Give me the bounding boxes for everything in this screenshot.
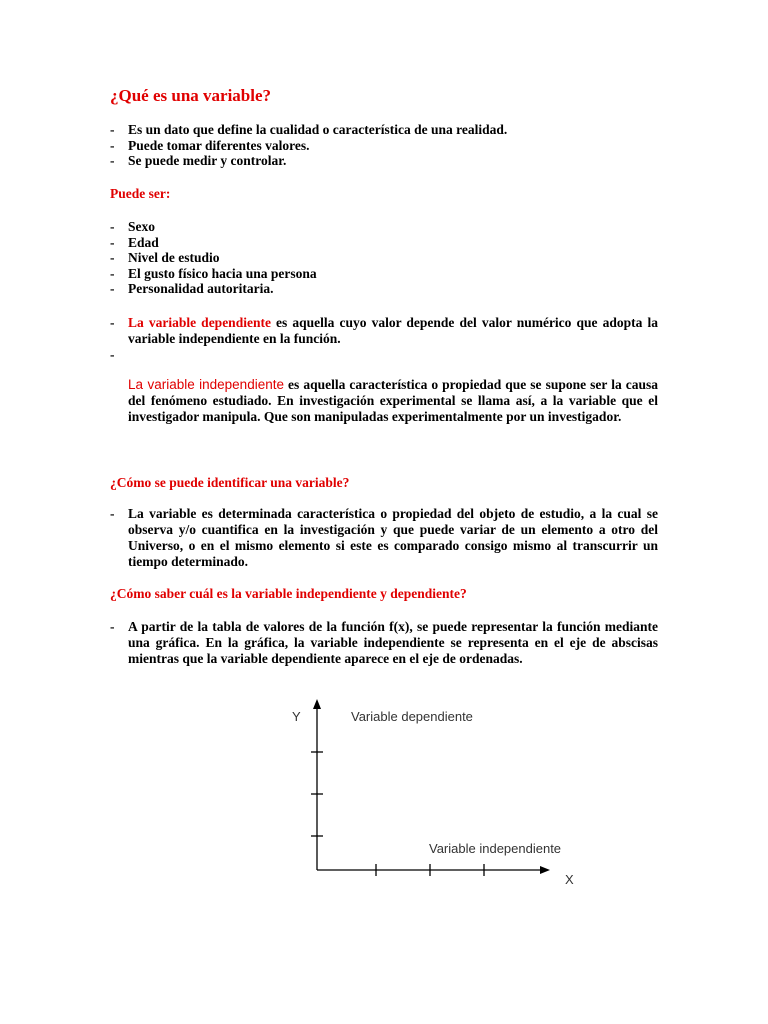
section-title-saber-cual: ¿Cómo saber cuál es la variable independiente y dependiente? <box>110 586 467 601</box>
bullet-dash: - <box>110 619 115 634</box>
identify-paragraph: La variable es determinada característica o propiedad del objeto de estudio, a la cual se observa y/o cuantifica en la investigación y que puede variar de un elemento a otro del Universo, o en el mismo elemento si este es comparado consigo mismo al transcurrir un tiempo determinado. <box>128 506 658 569</box>
list-item: - Edad <box>110 235 660 251</box>
independent-text: es aquella característica o propiedad que se supone ser la causa del fenómeno estudiado. En investigación experimental se llama así, a la variable que el investigador manipula. Que son manipuladas experimentalmente por un investigador. <box>128 377 659 424</box>
list-item: - El gusto físico hacia una persona <box>110 266 660 282</box>
x-axis-letter: X <box>565 872 574 887</box>
list-item: - Se puede medir y controlar. <box>110 153 660 169</box>
graph-paragraph: A partir de la tabla de valores de la función f(x), se puede representar la función mediante una gráfica. En la gráfica, la variable independiente se representa en el eje de abscisas mientras que la variable dependiente aparece en el eje de ordenadas. <box>128 619 658 666</box>
y-axis-letter: Y <box>292 709 301 724</box>
dependent-text: es aquella cuyo valor depende del valor numérico que adopta la variable independiente en la función. <box>128 315 658 346</box>
independent-term: La variable independiente <box>128 377 284 392</box>
axes-diagram <box>280 695 590 895</box>
list-item: - Nivel de estudio <box>110 250 660 266</box>
bullet-dash: - <box>110 315 115 330</box>
list-item: - Es un dato que define la cualidad o característica de una realidad. <box>110 122 660 138</box>
section-title-identificar: ¿Cómo se puede identificar una variable? <box>110 475 350 490</box>
list-item: - Puede tomar diferentes valores. <box>110 138 660 154</box>
dependent-term: La variable dependiente <box>128 315 271 330</box>
dependent-variable-paragraph <box>128 315 658 347</box>
definition-list <box>110 122 660 169</box>
bullet-dash: - <box>110 506 115 521</box>
independent-variable-paragraph <box>128 377 658 425</box>
y-axis-arrow <box>313 699 321 709</box>
y-axis-label: Variable dependiente <box>351 709 473 724</box>
list-item: - Personalidad autoritaria. <box>110 281 660 297</box>
x-axis-arrow <box>540 866 550 874</box>
section-title-puede-ser: Puede ser: <box>110 186 171 201</box>
list-item: - Sexo <box>110 219 660 235</box>
examples-list <box>110 219 660 297</box>
section-title-que-es: ¿Qué es una variable? <box>110 86 272 105</box>
x-axis-label: Variable independiente <box>429 841 562 856</box>
bullet-dash: - <box>110 347 115 362</box>
